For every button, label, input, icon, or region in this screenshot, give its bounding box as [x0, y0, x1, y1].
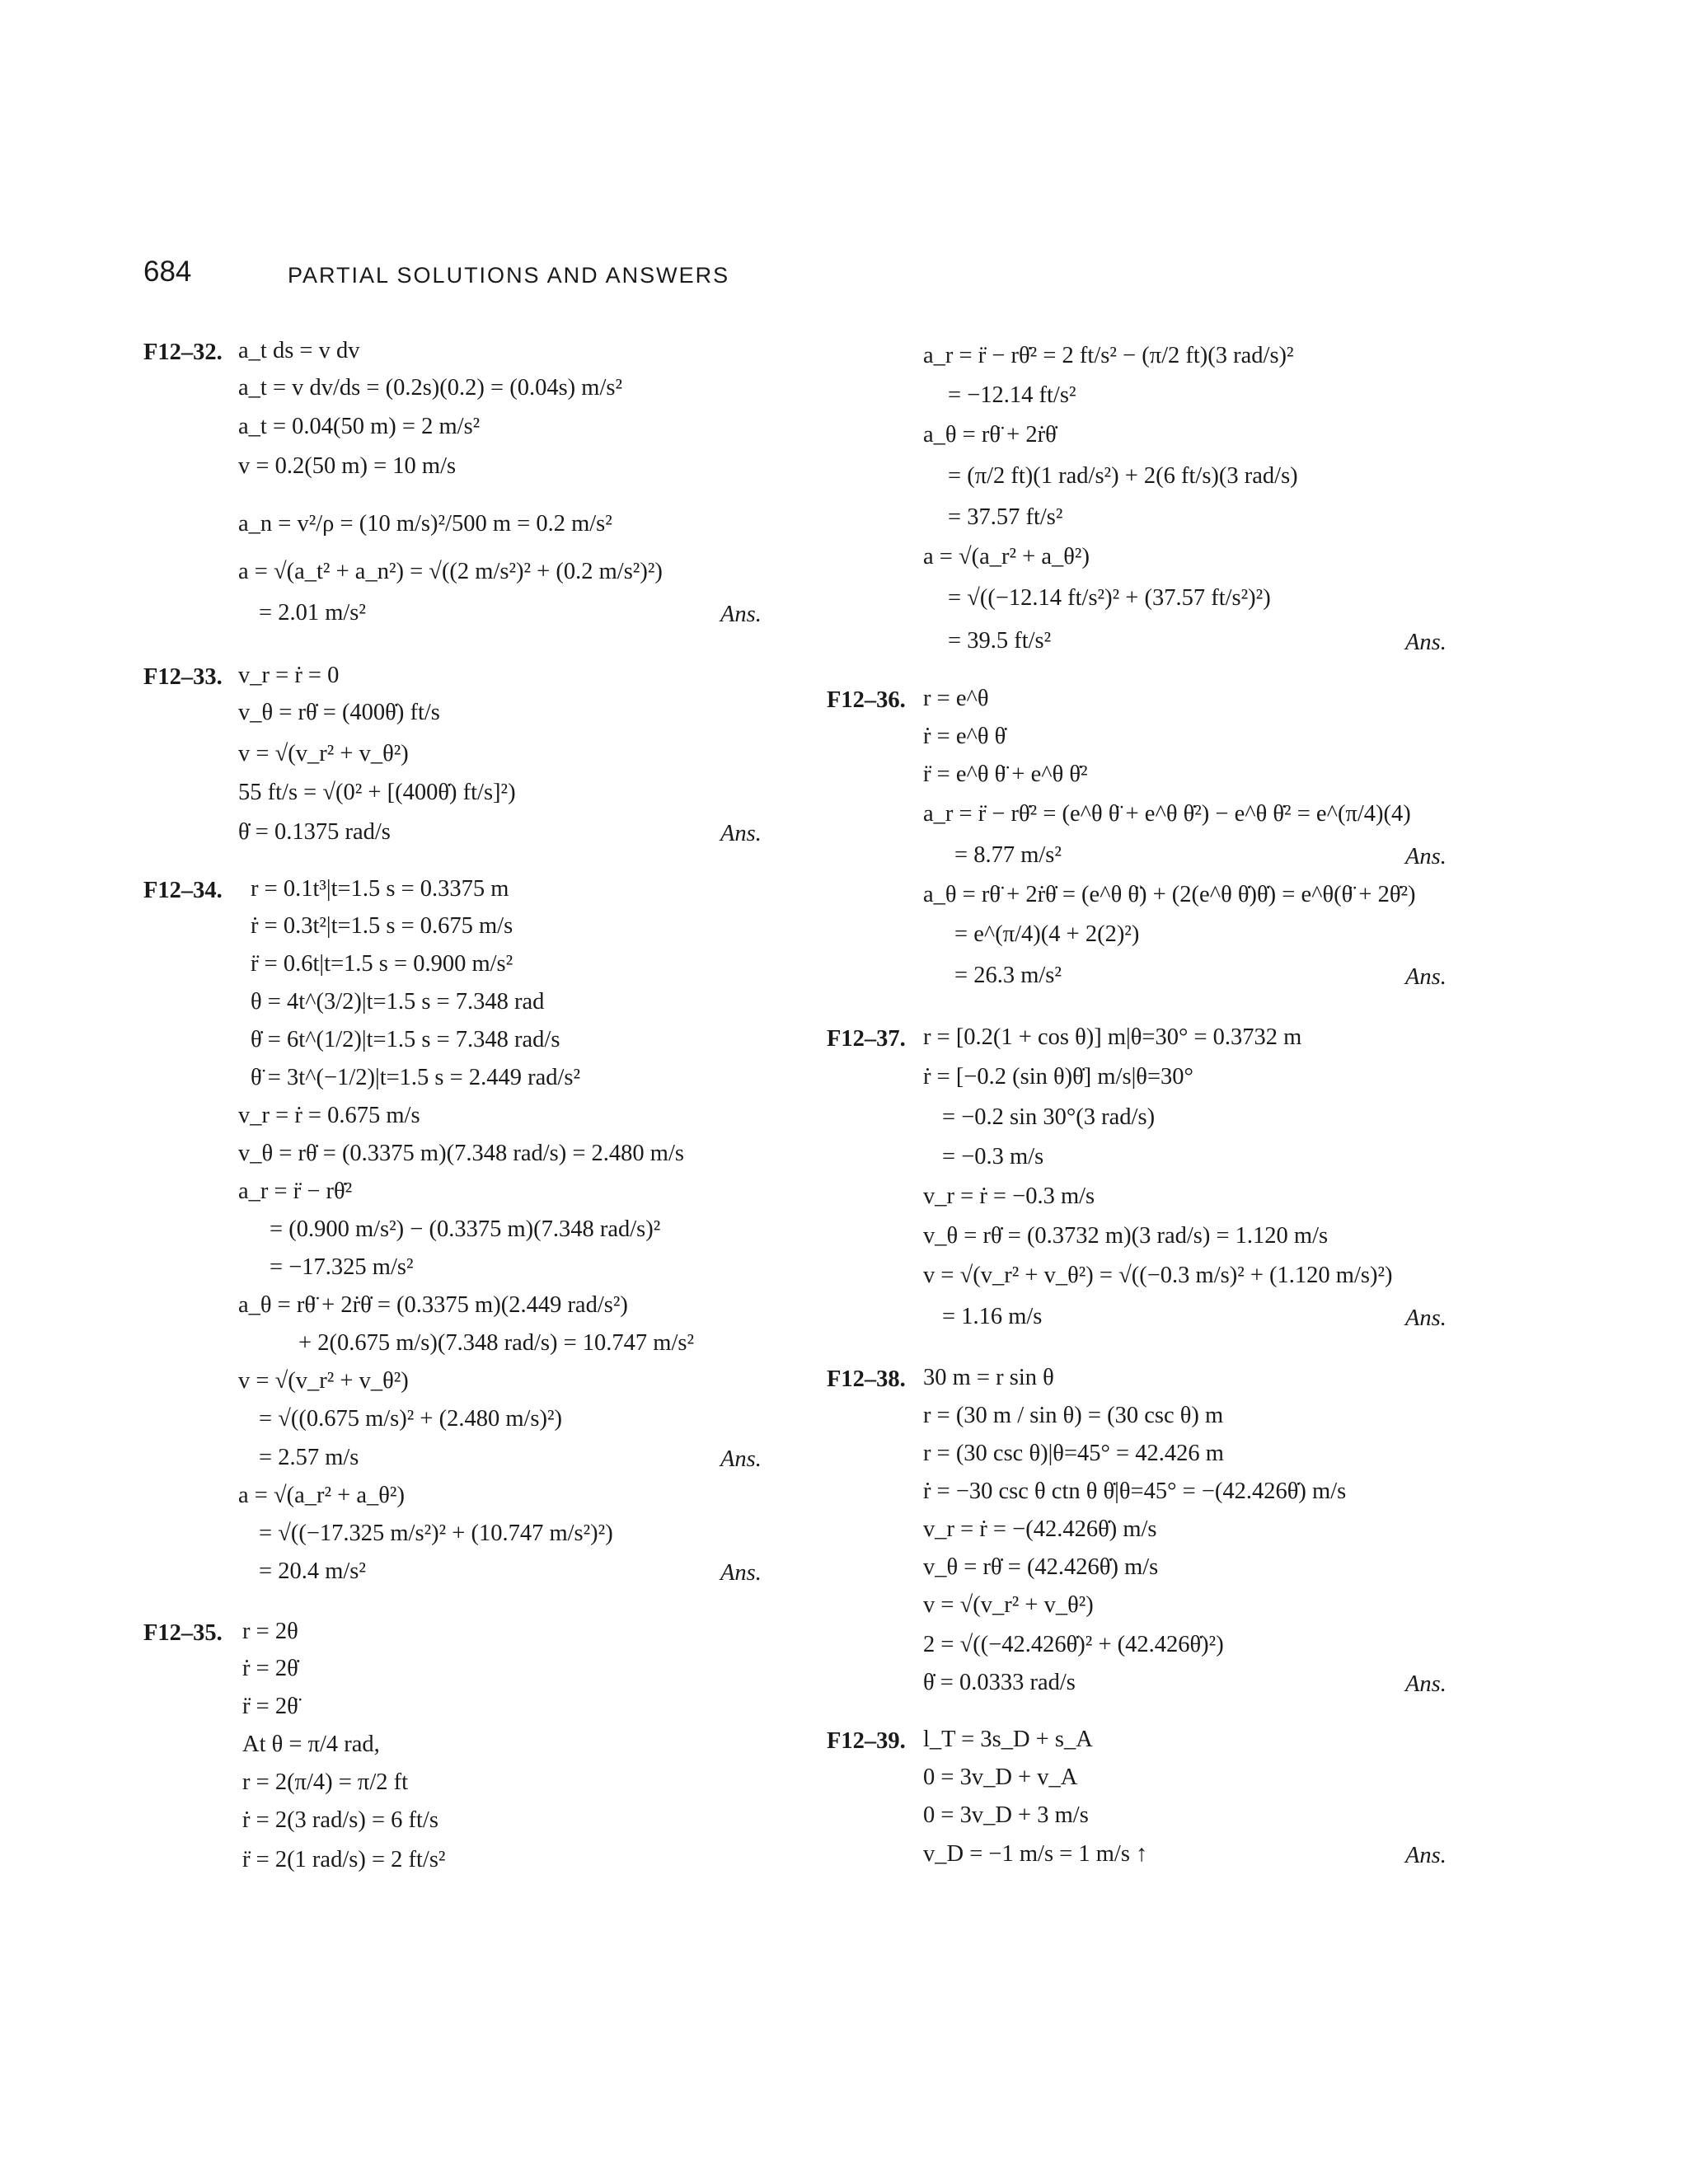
equation-line: = (0.900 m/s²) − (0.3375 m)(7.348 rad/s)² — [270, 1216, 661, 1242]
equation-line: a_t = v dv/ds = (0.2s)(0.2) = (0.04s) m/s² — [238, 375, 623, 401]
equation-line: = −0.2 sin 30°(3 rad/s) — [942, 1104, 1156, 1130]
equation-line: = 2.01 m/s² — [259, 600, 366, 626]
equation-line: r = e^θ — [923, 686, 989, 711]
answer-marker: Ans. — [720, 602, 762, 627]
equation-line: r = (30 m / sin θ) = (30 csc θ) m — [923, 1403, 1224, 1428]
equation-line: ṙ = 0.3t²|t=1.5 s = 0.675 m/s — [251, 913, 513, 939]
equation-line: a_θ = rθ̈ + 2ṙθ̇ = (e^θ θ̈) + (2(e^θ θ̇)θ̇) = e^θ(θ̈ + 2θ̇²) — [923, 882, 1416, 907]
equation-line: = √((0.675 m/s)² + (2.480 m/s)²) — [259, 1406, 563, 1432]
equation-line: v = √(v_r² + v_θ²) — [238, 741, 409, 766]
equation-line: At θ = π/4 rad, — [242, 1732, 380, 1757]
problem-id: F12–34. — [143, 878, 223, 903]
problem-id: F12–36. — [827, 687, 906, 713]
equation-line: v_r = ṙ = 0.675 m/s — [238, 1103, 420, 1128]
equation-line: v_θ = rθ̇ = (42.426θ̇) m/s — [923, 1554, 1159, 1580]
page-number: 684 — [143, 255, 192, 288]
answer-marker: Ans. — [1405, 1843, 1447, 1868]
equation-line: θ̇ = 6t^(1/2)|t=1.5 s = 7.348 rad/s — [251, 1027, 560, 1052]
equation-line: = 8.77 m/s² — [954, 842, 1062, 868]
equation-line: v_D = −1 m/s = 1 m/s ↑ — [923, 1841, 1148, 1867]
equation-line: a = √(a_r² + a_θ²) — [238, 1483, 405, 1508]
equation-line: = 2.57 m/s — [259, 1445, 359, 1470]
equation-line: r̈ = 2(1 rad/s) = 2 ft/s² — [242, 1847, 446, 1872]
equation-line: a_θ = rθ̈ + 2ṙθ̇ = (0.3375 m)(2.449 rad/s²) — [238, 1292, 628, 1318]
equation-line: = √((−17.325 m/s²)² + (10.747 m/s²)²) — [259, 1521, 613, 1546]
equation-line: r = 0.1t³|t=1.5 s = 0.3375 m — [251, 876, 509, 902]
equation-line: 55 ft/s = √(0² + [(400θ̇) ft/s]²) — [238, 780, 516, 805]
equation-line: a = √(a_r² + a_θ²) — [923, 544, 1090, 569]
equation-line: 0 = 3v_D + v_A — [923, 1765, 1078, 1790]
equation-line: a = √(a_t² + a_n²) = √((2 m/s²)² + (0.2 m/s²)²) — [238, 559, 663, 584]
equation-line: = −12.14 ft/s² — [948, 382, 1076, 408]
equation-line: v_r = ṙ = 0 — [238, 663, 340, 688]
equation-line: v_r = ṙ = −(42.426θ̇) m/s — [923, 1516, 1157, 1542]
equation-line: 30 m = r sin θ — [923, 1365, 1054, 1390]
equation-line: ṙ = −30 csc θ ctn θ θ̇|θ=45° = −(42.426θ̇) m/s — [923, 1479, 1347, 1504]
equation-line: v_θ = rθ̇ = (400θ̇) ft/s — [238, 700, 440, 725]
equation-line: θ̇ = 0.1375 rad/s — [238, 819, 391, 845]
equation-line: = e^(π/4)(4 + 2(2)²) — [954, 921, 1140, 947]
running-head: PARTIAL SOLUTIONS AND ANSWERS — [288, 263, 730, 288]
equation-line: l_T = 3s_D + s_A — [923, 1727, 1093, 1752]
equation-line: v = √(v_r² + v_θ²) = √((−0.3 m/s)² + (1.120 m/s)²) — [923, 1263, 1393, 1288]
equation-line: a_r = r̈ − rθ̇² = (e^θ θ̈ + e^θ θ̇²) − e^θ θ̇² = e^(π/4)(4) — [923, 801, 1411, 827]
equation-line: r = [0.2(1 + cos θ)] m|θ=30° = 0.3732 m — [923, 1024, 1302, 1050]
equation-line: 2 = √((−42.426θ̇)² + (42.426θ̇)²) — [923, 1632, 1224, 1657]
equation-line: a_t ds = v dv — [238, 338, 360, 363]
equation-line: θ̇ = 0.0333 rad/s — [923, 1670, 1076, 1695]
equation-line: + 2(0.675 m/s)(7.348 rad/s) = 10.747 m/s² — [298, 1330, 695, 1356]
equation-line: v_θ = rθ̇ = (0.3732 m)(3 rad/s) = 1.120 m/s — [923, 1223, 1329, 1249]
equation-line: a_n = v²/ρ = (10 m/s)²/500 m = 0.2 m/s² — [238, 511, 612, 537]
equation-line: ṙ = e^θ θ̇ — [923, 724, 1006, 749]
equation-line: = −17.325 m/s² — [270, 1254, 414, 1280]
equation-line: r̈ = 0.6t|t=1.5 s = 0.900 m/s² — [251, 951, 513, 977]
equation-line: = 26.3 m/s² — [954, 963, 1062, 988]
answer-marker: Ans. — [1405, 630, 1447, 655]
problem-id: F12–35. — [143, 1620, 223, 1646]
equation-line: = 39.5 ft/s² — [948, 628, 1052, 654]
equation-line: = √((−12.14 ft/s²)² + (37.57 ft/s²)²) — [948, 585, 1271, 611]
equation-line: v_θ = rθ̇ = (0.3375 m)(7.348 rad/s) = 2.480 m/s — [238, 1141, 684, 1166]
equation-line: r = (30 csc θ)|θ=45° = 42.426 m — [923, 1441, 1224, 1466]
problem-id: F12–32. — [143, 340, 223, 365]
equation-line: v = √(v_r² + v_θ²) — [238, 1368, 409, 1394]
equation-line: a_r = r̈ − rθ̇² — [238, 1179, 353, 1204]
equation-line: a_r = r̈ − rθ̇² = 2 ft/s² − (π/2 ft)(3 rad/s)² — [923, 343, 1294, 368]
equation-line: a_t = 0.04(50 m) = 2 m/s² — [238, 414, 481, 439]
equation-line: 0 = 3v_D + 3 m/s — [923, 1802, 1089, 1828]
equation-line: = 1.16 m/s — [942, 1304, 1043, 1329]
equation-line: r = 2(π/4) = π/2 ft — [242, 1769, 409, 1795]
equation-line: r = 2θ — [242, 1619, 298, 1644]
equation-line: = 37.57 ft/s² — [948, 504, 1063, 530]
equation-line: = −0.3 m/s — [942, 1144, 1044, 1169]
answer-marker: Ans. — [1405, 1671, 1447, 1697]
problem-id: F12–37. — [827, 1026, 906, 1052]
equation-line: a_θ = rθ̈ + 2ṙθ̇ — [923, 422, 1057, 448]
answer-marker: Ans. — [1405, 964, 1447, 990]
equation-line: = 20.4 m/s² — [259, 1558, 366, 1584]
equation-line: v = 0.2(50 m) = 10 m/s — [238, 453, 457, 479]
answer-marker: Ans. — [1405, 1305, 1447, 1331]
problem-id: F12–38. — [827, 1366, 906, 1392]
equation-line: v = √(v_r² + v_θ²) — [923, 1592, 1094, 1618]
equation-line: = (π/2 ft)(1 rad/s²) + 2(6 ft/s)(3 rad/s) — [948, 463, 1298, 489]
equation-line: ṙ = 2(3 rad/s) = 6 ft/s — [242, 1807, 438, 1833]
answer-marker: Ans. — [720, 821, 762, 846]
equation-line: θ = 4t^(3/2)|t=1.5 s = 7.348 rad — [251, 989, 545, 1015]
answer-marker: Ans. — [720, 1560, 762, 1586]
equation-line: v_r = ṙ = −0.3 m/s — [923, 1183, 1095, 1209]
answer-marker: Ans. — [1405, 844, 1447, 869]
equation-line: ṙ = [−0.2 (sin θ)θ̇] m/s|θ=30° — [923, 1064, 1193, 1090]
equation-line: θ̈ = 3t^(−1/2)|t=1.5 s = 2.449 rad/s² — [251, 1065, 581, 1090]
answer-marker: Ans. — [720, 1446, 762, 1472]
problem-id: F12–39. — [827, 1728, 906, 1754]
equation-line: ṙ = 2θ̇ — [242, 1656, 298, 1681]
equation-line: r̈ = e^θ θ̈ + e^θ θ̇² — [923, 762, 1088, 787]
problem-id: F12–33. — [143, 664, 223, 690]
equation-line: r̈ = 2θ̈ — [242, 1694, 298, 1719]
